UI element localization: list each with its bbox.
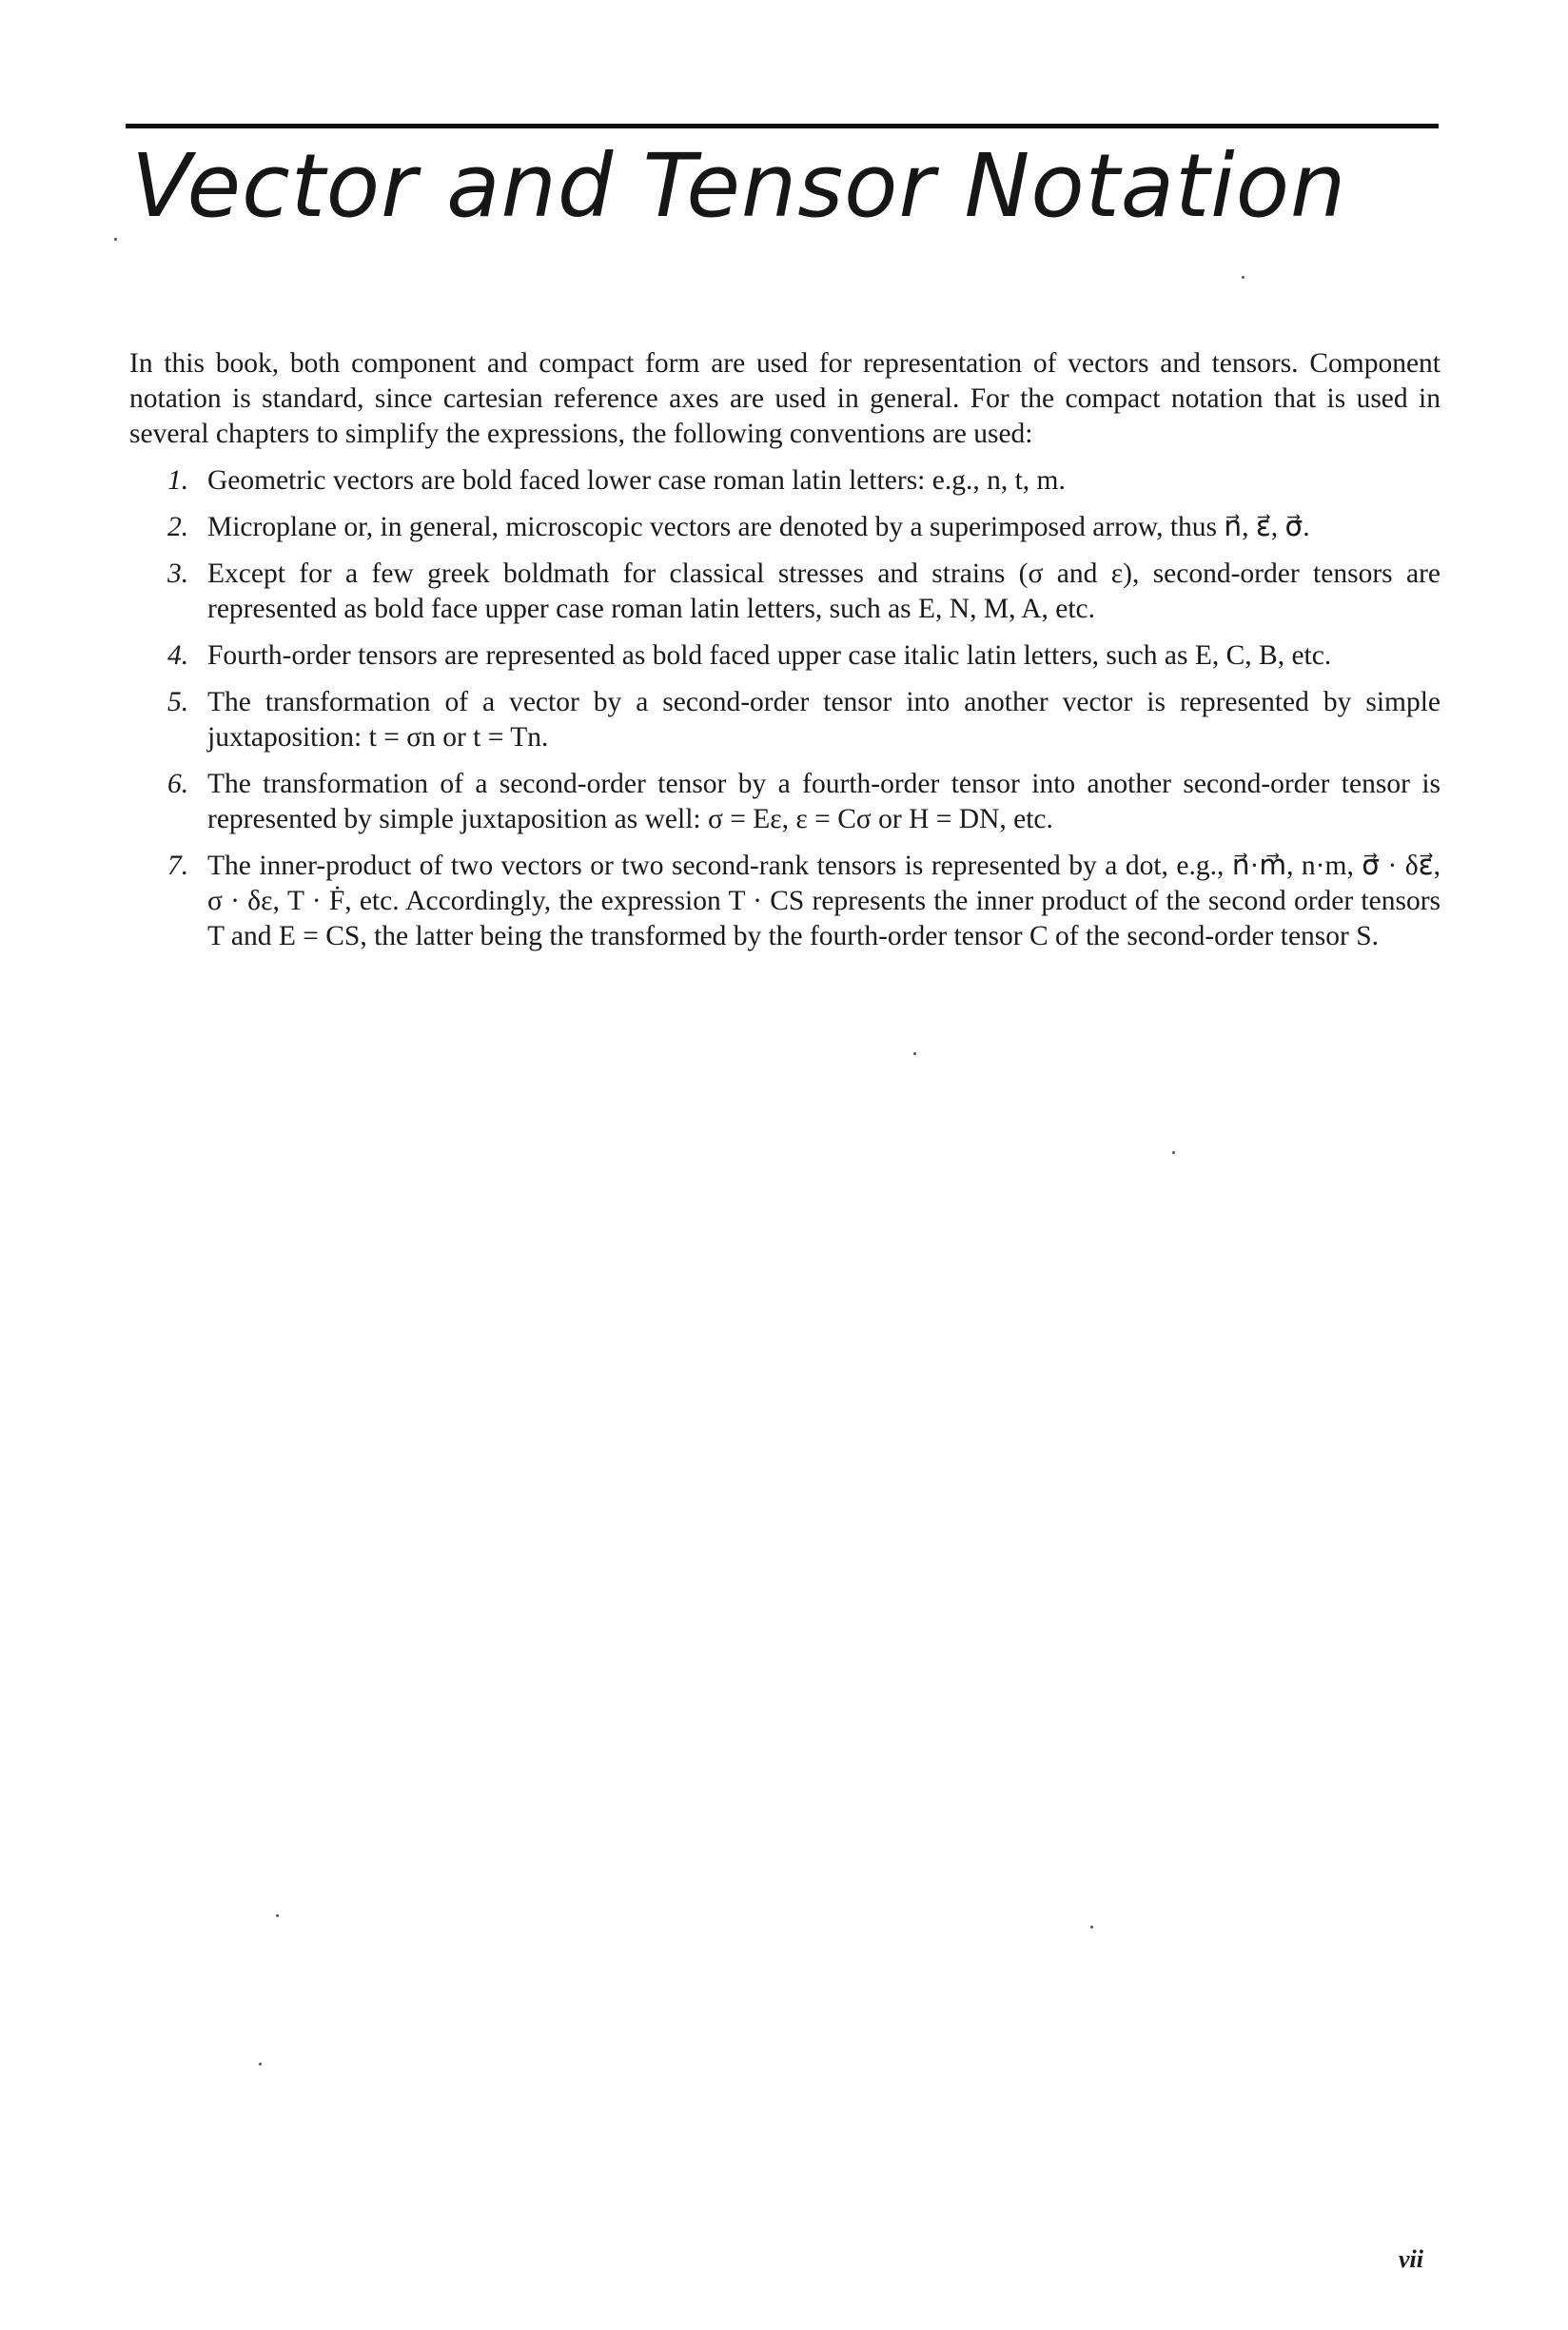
convention-item: [129, 767, 1441, 837]
convention-item: [129, 510, 1441, 545]
convention-number: 7.: [167, 851, 189, 881]
intro-paragraph: In this book, both component and compact form are used for representation of vectors and tensors. Component notation is standard, since cartesian reference axes are used in general. For the compact notation that is used in several chapters to simplify the expressions, the following conventions are used:: [129, 348, 1441, 449]
convention-item: [129, 638, 1441, 674]
scan-speck: [913, 1052, 916, 1055]
body-text: [129, 346, 1441, 966]
scan-speck: [114, 238, 117, 241]
convention-number: 6.: [167, 769, 189, 799]
convention-item: [129, 463, 1441, 499]
title-rule: [126, 124, 1439, 128]
convention-text: The inner-product of two vectors or two second-rank tensors is represented by a dot, e.g., n⃗·m⃗, n·m, σ⃗ · δε⃗, σ · δε, T · Ḟ, etc. Accordingly, the expression T · CS represents the inner product of the second order tensors T and E = CS, the latter being the transformed by the fourth-order tensor C of the second-order tensor S.: [207, 851, 1441, 951]
convention-text: Geometric vectors are bold faced lower case roman latin letters: e.g., n, t, m.: [207, 465, 1066, 496]
convention-number: 3.: [167, 558, 189, 589]
convention-item: [129, 685, 1441, 755]
convention-text: Except for a few greek boldmath for classical stresses and strains (σ and ε), second-order tensors are represented as bold face upper case roman latin letters, such as E, N, M, A, etc.: [207, 558, 1441, 624]
conventions-list: [129, 463, 1441, 954]
scan-speck: [276, 1914, 279, 1917]
page-title: Vector and Tensor Notation: [131, 135, 1347, 237]
convention-item: [129, 849, 1441, 954]
convention-number: 2.: [167, 512, 189, 542]
page-number: vii: [1399, 2245, 1423, 2273]
convention-text: The transformation of a second-order tensor by a fourth-order tensor into another second-order tensor is represented by simple juxtaposition as well: σ = Eε, ε = Cσ or H = DN, etc.: [207, 769, 1441, 834]
convention-text: Microplane or, in general, microscopic vectors are denoted by a superimposed arrow, thus n⃗, ε⃗, σ⃗.: [207, 512, 1310, 542]
convention-text: Fourth-order tensors are represented as bold faced upper case italic latin letters, such as E, C, B, etc.: [207, 640, 1332, 671]
scan-speck: [1090, 1926, 1093, 1929]
scan-speck: [259, 2063, 262, 2066]
convention-item: [129, 557, 1441, 627]
scan-speck: [1242, 276, 1245, 279]
convention-number: 5.: [167, 687, 189, 717]
convention-number: 4.: [167, 640, 189, 671]
convention-text: The transformation of a vector by a second-order tensor into another vector is represented by simple juxtaposition: t = σn or t = Tn.: [207, 687, 1441, 753]
convention-number: 1.: [167, 465, 189, 496]
scan-speck: [1172, 1151, 1175, 1154]
